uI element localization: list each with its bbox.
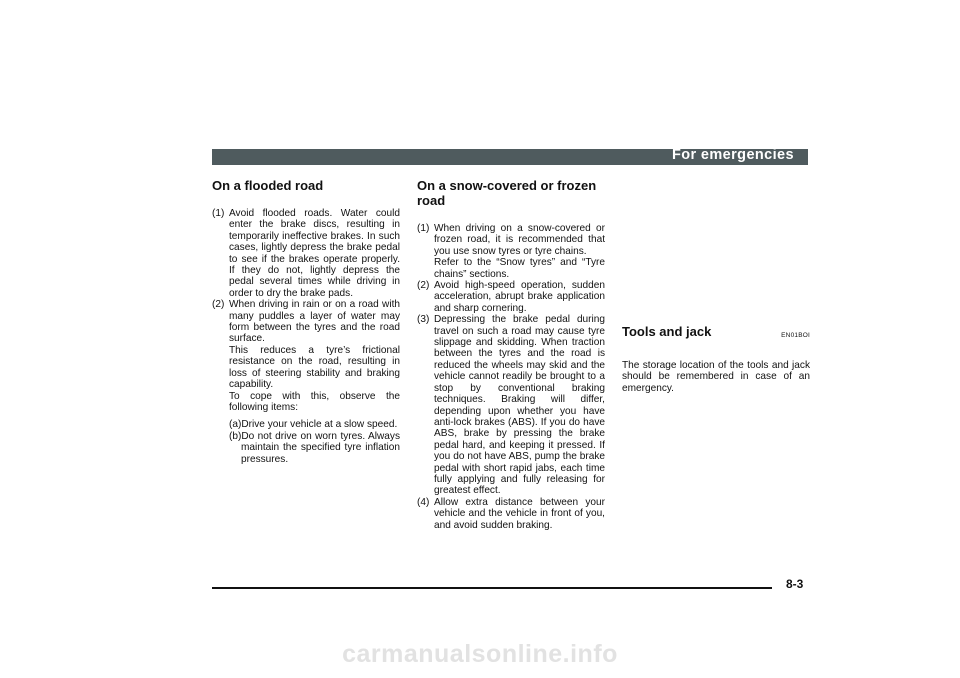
item-continuation: Refer to the “Snow tyres” and “Tyre chains” sections.	[434, 257, 605, 280]
list-item	[417, 314, 605, 497]
item-number: (2)	[212, 299, 225, 311]
item-text: Avoid high-speed operation, sudden acceleration, abrupt brake application and sharp cornering.	[434, 280, 605, 314]
item-number: (1)	[212, 208, 225, 219]
sub-item-text: Do not drive on worn tyres. Always maintain the specified tyre inflation pressures.	[241, 430, 400, 465]
item-continuation: To cope with this, observe the following items:	[229, 390, 400, 413]
sub-item	[212, 419, 400, 430]
tools-heading: Tools and jack	[622, 324, 712, 339]
item-number: (1)	[417, 223, 430, 234]
tools-paragraph: The storage location of the tools and jack should be remembered in case of an emergency.	[622, 360, 810, 394]
section-header-bar	[212, 149, 808, 165]
sub-item-text: Drive your vehicle at a slow speed.	[241, 419, 398, 431]
tools-column	[622, 178, 810, 394]
list-item	[417, 497, 605, 531]
snow-road-column	[417, 178, 605, 531]
sub-item-number: (b)	[229, 430, 242, 442]
flooded-road-heading: On a flooded road	[212, 178, 324, 193]
item-text: When driving in rain or on a road with many puddles a layer of water may form between the tyres and the road surface.	[229, 299, 400, 345]
item-text: Depressing the brake pedal during travel on such a road may cause tyre slippage and skidding. When traction between the tyres and the road is reduced the wheels may skid and the vehicle cannot readily be brought to a stop by conventional braking techniques. Braking will differ, depending upon whether you have anti-lock brakes (ABS). If you do have ABS, brake by pressing the brake pedal hard, and keeping it pressed. If you do not have ABS, pump the brake pedal with short rapid jabs, each time fully applying and fully releasing for greatest effect.	[434, 314, 605, 497]
section-title: For emergencies	[671, 147, 794, 163]
watermark: carmanualsonline.info	[342, 640, 618, 668]
flooded-road-column	[212, 178, 400, 465]
item-number: (2)	[417, 280, 430, 292]
item-number: (3)	[417, 314, 430, 326]
snow-road-heading: On a snow-covered or frozen road	[417, 178, 597, 208]
reference-code: EN01BOI	[781, 332, 810, 339]
tools-heading-row	[622, 324, 810, 340]
sub-item-number: (a)	[229, 419, 242, 431]
item-text: Avoid flooded roads. Water could enter the brake discs, resulting in temporarily ineffective brakes. In such cases, lightly depress the brake pedal to see if the brakes operate properly. If they do not, lightly depress the pedal several times while driving in order to dry the brake pads.	[229, 208, 400, 299]
list-item	[212, 299, 400, 345]
list-item	[212, 208, 400, 299]
list-item	[417, 280, 605, 314]
list-item	[417, 223, 605, 257]
item-text: When driving on a snow-covered or frozen road, it is recommended that you use snow tyres or tyre chains.	[434, 223, 605, 257]
sub-item	[212, 431, 400, 465]
item-text: Allow extra distance between your vehicle and the vehicle in front of you, and avoid sudden braking.	[434, 496, 605, 531]
page-number: 8-3	[786, 577, 804, 591]
sub-list	[212, 419, 400, 465]
item-number: (4)	[417, 496, 430, 508]
footer-rule	[212, 587, 772, 589]
item-continuation: This reduces a tyre’s frictional resistance on the road, resulting in loss of steering stability and braking capability.	[229, 344, 400, 391]
